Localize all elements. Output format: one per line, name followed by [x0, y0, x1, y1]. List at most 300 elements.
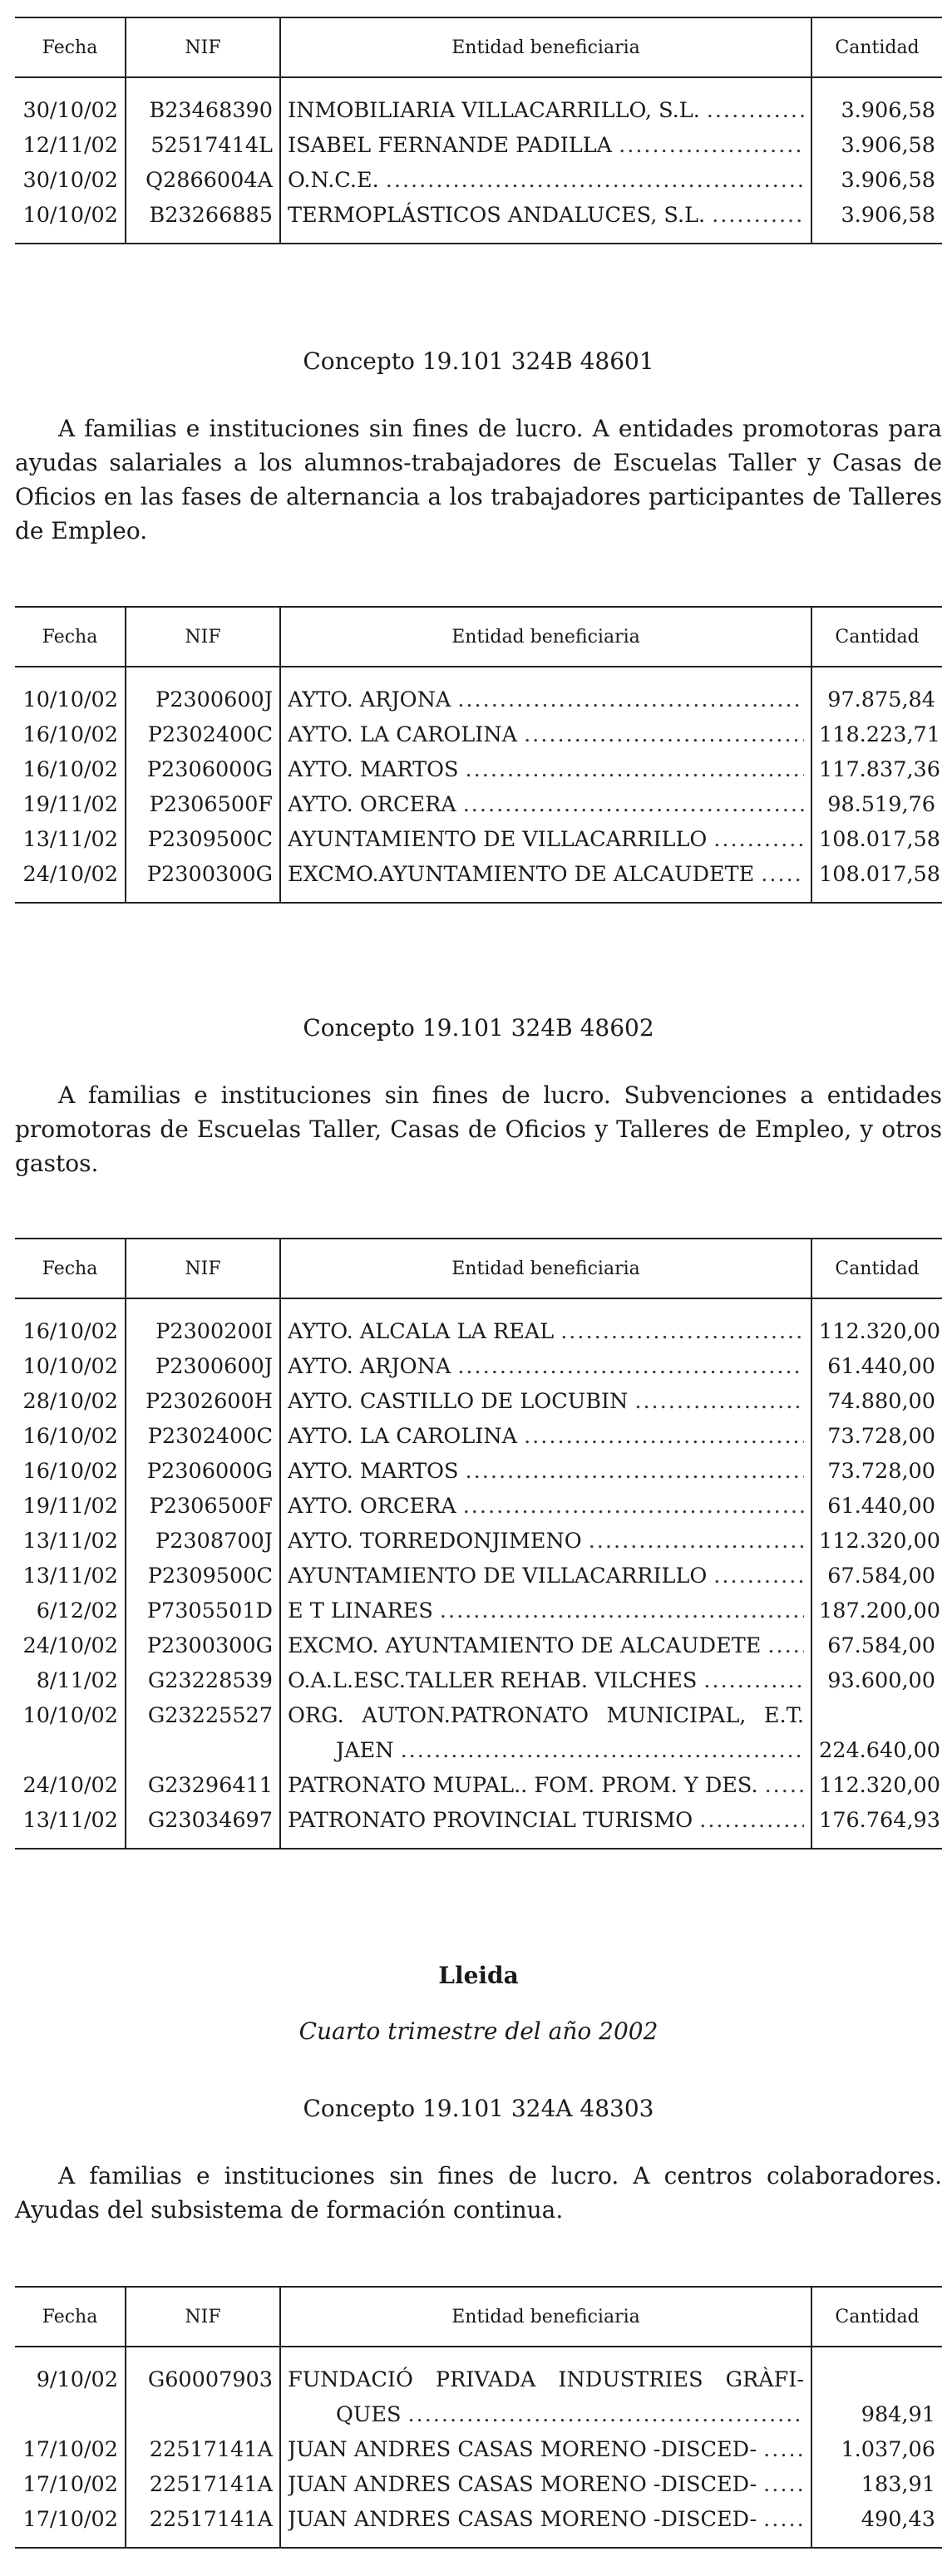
spacer-cell — [811, 233, 942, 244]
entity-line — [288, 163, 804, 198]
entidad-cell — [280, 857, 811, 892]
fecha-cell: 16/10/02 — [22, 1424, 118, 1449]
entidad-cell — [280, 163, 811, 198]
table-row — [15, 1559, 942, 1593]
entity-line — [288, 1419, 804, 1454]
cantidad-cell: 490,43 — [811, 2502, 942, 2537]
table-row — [15, 1314, 942, 1349]
header-entidad: Entidad beneficiaria — [280, 607, 811, 667]
entity-line — [288, 1698, 804, 1733]
leader-dots — [713, 1559, 804, 1593]
cantidad-cell: 93.600,00 — [811, 1663, 942, 1698]
spacer-row — [15, 2347, 942, 2362]
entity-line — [288, 2362, 804, 2397]
header-fecha: Fecha — [15, 17, 126, 77]
entidad-cell — [280, 2502, 811, 2537]
cantidad-cell: 61.440,00 — [811, 1349, 942, 1384]
header-cantidad: Cantidad — [811, 607, 942, 667]
table-row — [15, 1419, 942, 1454]
leader-dots — [524, 1419, 804, 1454]
spacer-cell — [811, 77, 942, 93]
cantidad-cell: 108.017,58 — [811, 857, 942, 892]
table-row — [15, 1384, 942, 1419]
leader-dots — [712, 198, 804, 233]
leader-dots — [619, 128, 804, 163]
fecha-cell — [15, 2397, 126, 2432]
leader-dots — [699, 1803, 804, 1838]
fecha-cell — [15, 1733, 126, 1768]
fecha-cell: 10/10/02 — [22, 687, 118, 712]
fecha-cell: 10/10/02 — [22, 1354, 118, 1379]
leader-dots — [560, 1314, 804, 1349]
table-row — [15, 717, 942, 752]
entidad-cell — [280, 822, 811, 857]
table-1 — [15, 17, 942, 244]
fecha-cell: 24/10/02 — [22, 862, 118, 887]
spacer-cell — [811, 2347, 942, 2362]
nif-cell: G23034697 — [126, 1803, 280, 1838]
fecha-cell: 30/10/02 — [22, 168, 118, 193]
cantidad-cell: 112.320,00 — [811, 1768, 942, 1803]
table-row — [15, 2467, 942, 2502]
header-fecha: Fecha — [15, 607, 126, 667]
cantidad-cell: 74.880,00 — [811, 1384, 942, 1419]
table-header-row — [15, 1239, 942, 1298]
table-row — [15, 1593, 942, 1628]
nif-cell: G23225527 — [126, 1698, 280, 1733]
cantidad-cell: 176.764,93 — [811, 1803, 942, 1838]
entidad-cell — [280, 1663, 811, 1698]
entidad-cell — [280, 717, 811, 752]
leader-dots — [457, 682, 804, 717]
table-row — [15, 198, 942, 233]
cantidad-cell: 3.906,58 — [811, 93, 942, 128]
table-row — [15, 1524, 942, 1559]
entity-name: EXCMO. AYUNTAMIENTO DE ALCAUDETE — [288, 1633, 762, 1658]
spacer-cell — [15, 233, 126, 244]
spacer-cell — [811, 667, 942, 682]
cantidad-cell: 112.320,00 — [811, 1314, 942, 1349]
table-1-block — [15, 17, 942, 244]
spacer-row — [15, 892, 942, 903]
nif-cell: P2306000G — [126, 1454, 280, 1489]
entity-line — [288, 1349, 804, 1384]
table-3 — [15, 1238, 942, 1849]
header-fecha: Fecha — [15, 2287, 126, 2347]
entity-line — [288, 1768, 804, 1803]
table-2-block — [15, 606, 942, 904]
entity-line — [288, 2397, 804, 2432]
spacer-cell — [15, 77, 126, 93]
entidad-cell — [280, 2362, 811, 2397]
table-row-continuation — [15, 2397, 942, 2432]
spacer-row — [15, 2537, 942, 2548]
leader-dots — [440, 1593, 804, 1628]
header-nif: NIF — [126, 17, 280, 77]
entity-name: AYTO. ARJONA — [288, 687, 451, 712]
cantidad-cell: 67.584,00 — [811, 1559, 942, 1593]
table-2 — [15, 606, 942, 904]
spacer-cell — [126, 2347, 280, 2362]
concept-heading-48601: Concepto 19.101 324B 48601 — [303, 347, 654, 375]
entity-name: AYTO. CASTILLO DE LOCUBIN — [288, 1389, 629, 1414]
table-row — [15, 2362, 942, 2397]
cantidad-cell: 117.837,36 — [811, 752, 942, 787]
table-4 — [15, 2286, 942, 2549]
concept-description-48601: A familias e instituciones sin fines de lucro. A entidades promotoras para ayudas salariales a los alumnos-trabajadores de Escuelas Taller y Casas de Oficios en las fases de alternancia a los trabajadores participantes de Talleres de Empleo. — [15, 415, 942, 544]
fecha-cell: 24/10/02 — [22, 1633, 118, 1658]
table-row — [15, 93, 942, 128]
nif-cell: P2309500C — [126, 822, 280, 857]
header-entidad: Entidad beneficiaria — [280, 2287, 811, 2347]
entity-name: AYTO. ORCERA — [288, 792, 456, 817]
fecha-cell: 13/11/02 — [22, 1564, 118, 1588]
concept-description-48303: A familias e instituciones sin fines de lucro. A centros colaboradores. Ayudas del subsistema de formación continua. — [15, 2162, 942, 2224]
spacer-cell — [126, 2537, 280, 2548]
table-row — [15, 857, 942, 892]
province-heading: Lleida — [438, 1962, 519, 1989]
table-row — [15, 1663, 942, 1698]
entidad-cell — [280, 1454, 811, 1489]
spacer-cell — [15, 667, 126, 682]
fecha-cell: 19/11/02 — [22, 1494, 118, 1519]
fecha-cell: 13/11/02 — [22, 827, 118, 852]
fecha-cell: 8/11/02 — [36, 1668, 118, 1693]
spacer-cell — [126, 1838, 280, 1849]
leader-dots — [589, 1524, 804, 1559]
fecha-cell: 16/10/02 — [22, 722, 118, 747]
entity-name: E T LINARES — [288, 1598, 433, 1623]
leader-dots — [466, 752, 804, 787]
nif-cell: P2300300G — [126, 1628, 280, 1663]
table-4-block — [15, 2286, 942, 2549]
entity-name: JUAN ANDRES CASAS MORENO -DISCED- — [288, 2472, 757, 2497]
entidad-cell — [280, 198, 811, 233]
entity-name: AYUNTAMIENTO DE VILLACARRILLO — [288, 827, 708, 852]
leader-dots — [407, 2397, 804, 2432]
leader-dots — [703, 1663, 804, 1698]
spacer-cell — [280, 2347, 811, 2362]
entity-line — [288, 822, 804, 857]
header-cantidad: Cantidad — [811, 1239, 942, 1298]
leader-dots — [713, 822, 804, 857]
entity-name: O.A.L.ESC.TALLER REHAB. VILCHES — [288, 1668, 698, 1693]
cantidad-cell: 118.223,71 — [811, 717, 942, 752]
cantidad-cell: 108.017,58 — [811, 822, 942, 857]
fecha-cell: 13/11/02 — [22, 1529, 118, 1554]
entidad-cell — [280, 2432, 811, 2467]
nif-cell: G60007903 — [126, 2362, 280, 2397]
entidad-cell — [280, 752, 811, 787]
header-fecha: Fecha — [15, 1239, 126, 1298]
nif-cell: P2300200I — [126, 1314, 280, 1349]
table-row — [15, 2502, 942, 2537]
table-header-row — [15, 2287, 942, 2347]
nif-cell: 22517141A — [126, 2502, 280, 2537]
table-row-continuation — [15, 1733, 942, 1768]
entidad-cell — [280, 787, 811, 822]
spacer-cell — [280, 1838, 811, 1849]
table-2-body — [15, 667, 942, 903]
table-row — [15, 1628, 942, 1663]
entidad-cell — [280, 682, 811, 717]
cantidad-cell: 61.440,00 — [811, 1489, 942, 1524]
spacer-cell — [811, 1838, 942, 1849]
table-3-block — [15, 1238, 942, 1849]
cantidad-cell: 183,91 — [811, 2467, 942, 2502]
leader-dots — [763, 2432, 804, 2467]
nif-cell: P2308700J — [126, 1524, 280, 1559]
entity-line — [288, 682, 804, 717]
leader-dots — [463, 1489, 804, 1524]
entity-name: ISABEL FERNANDE PADILLA — [288, 133, 613, 158]
leader-dots — [763, 2467, 804, 2502]
entity-line — [288, 1489, 804, 1524]
cantidad-cell: 3.906,58 — [811, 128, 942, 163]
concept-heading-48303: Concepto 19.101 324A 48303 — [303, 2095, 654, 2122]
spacer-cell — [126, 892, 280, 903]
spacer-cell — [280, 892, 811, 903]
table-row — [15, 1698, 942, 1733]
table-row — [15, 682, 942, 717]
entidad-cell — [280, 93, 811, 128]
fecha-cell: 10/10/02 — [22, 203, 118, 228]
nif-cell: P2309500C — [126, 1559, 280, 1593]
leader-dots — [765, 1768, 804, 1803]
cantidad-cell: 224.640,00 — [811, 1733, 942, 1768]
cantidad-cell: 73.728,00 — [811, 1454, 942, 1489]
entity-line — [288, 1384, 804, 1419]
entity-name: AYTO. LA CAROLINA — [288, 722, 518, 747]
table-row — [15, 2432, 942, 2467]
entity-line — [288, 128, 804, 163]
cantidad-cell: 187.200,00 — [811, 1593, 942, 1628]
nif-cell: B23468390 — [126, 93, 280, 128]
entity-name: FUNDACIÓ PRIVADA INDUSTRIES GRÀFI- — [288, 2367, 804, 2392]
cantidad-cell: 98.519,76 — [811, 787, 942, 822]
entity-line — [288, 2432, 804, 2467]
header-cantidad: Cantidad — [811, 2287, 942, 2347]
entidad-cell — [280, 1559, 811, 1593]
cantidad-cell: 67.584,00 — [811, 1628, 942, 1663]
spacer-cell — [126, 1298, 280, 1314]
spacer-row — [15, 1838, 942, 1849]
cantidad-cell — [811, 2362, 942, 2397]
nif-cell: G23296411 — [126, 1768, 280, 1803]
entity-name: AYTO. ARJONA — [288, 1354, 451, 1379]
fecha-cell: 17/10/02 — [22, 2472, 118, 2497]
entity-name: AYUNTAMIENTO DE VILLACARRILLO — [288, 1564, 708, 1588]
fecha-cell: 6/12/02 — [36, 1598, 118, 1623]
table-row — [15, 128, 942, 163]
entity-name: AYTO. ORCERA — [288, 1494, 456, 1519]
spacer-cell — [280, 2537, 811, 2548]
spacer-cell — [126, 667, 280, 682]
table-row — [15, 1768, 942, 1803]
table-1-body — [15, 77, 942, 244]
spacer-cell — [15, 1838, 126, 1849]
entity-line — [288, 1524, 804, 1559]
leader-dots — [457, 1349, 804, 1384]
entidad-cell — [280, 1489, 811, 1524]
cantidad-cell: 1.037,06 — [811, 2432, 942, 2467]
nif-cell: P2306500F — [126, 787, 280, 822]
entity-name: AYTO. MARTOS — [288, 757, 459, 782]
leader-dots — [466, 1454, 804, 1489]
fecha-cell: 16/10/02 — [22, 1459, 118, 1484]
cantidad-cell: 112.320,00 — [811, 1524, 942, 1559]
cantidad-cell — [811, 1698, 942, 1733]
nif-cell: P2300600J — [126, 682, 280, 717]
cantidad-cell: 3.906,58 — [811, 198, 942, 233]
entity-name: AYTO. LA CAROLINA — [288, 1424, 518, 1449]
entidad-cell — [280, 1314, 811, 1349]
spacer-cell — [126, 233, 280, 244]
entity-name: JAEN — [336, 1738, 394, 1763]
table-row — [15, 822, 942, 857]
spacer-cell — [15, 2347, 126, 2362]
entity-line — [288, 787, 804, 822]
header-entidad: Entidad beneficiaria — [280, 1239, 811, 1298]
entidad-cell — [280, 2397, 811, 2432]
entity-name: AYTO. TORREDONJIMENO — [288, 1529, 582, 1554]
fecha-cell: 16/10/02 — [22, 1319, 118, 1344]
nif-cell — [126, 1733, 280, 1768]
spacer-cell — [280, 233, 811, 244]
entity-name: TERMOPLÁSTICOS ANDALUCES, S.L. — [288, 203, 706, 228]
leader-dots — [386, 163, 804, 198]
entity-line — [288, 1628, 804, 1663]
spacer-row — [15, 1298, 942, 1314]
spacer-cell — [280, 1298, 811, 1314]
entity-name: EXCMO.AYUNTAMIENTO DE ALCAUDETE — [288, 862, 755, 887]
entity-line — [288, 857, 804, 892]
entity-line — [288, 1803, 804, 1838]
table-4-body — [15, 2347, 942, 2548]
table-header-row — [15, 17, 942, 77]
entity-name: O.N.C.E. — [288, 168, 379, 193]
table-row — [15, 1803, 942, 1838]
leader-dots — [401, 1733, 804, 1768]
table-row — [15, 163, 942, 198]
spacer-row — [15, 77, 942, 93]
spacer-cell — [811, 1298, 942, 1314]
entidad-cell — [280, 1733, 811, 1768]
leader-dots — [707, 93, 804, 128]
header-nif: NIF — [126, 2287, 280, 2347]
entidad-cell — [280, 1768, 811, 1803]
nif-cell: P2302400C — [126, 717, 280, 752]
nif-cell: 22517141A — [126, 2432, 280, 2467]
spacer-cell — [811, 892, 942, 903]
nif-cell: P2306500F — [126, 1489, 280, 1524]
fecha-cell: 28/10/02 — [22, 1389, 118, 1414]
cantidad-cell: 73.728,00 — [811, 1419, 942, 1454]
fecha-cell: 17/10/02 — [22, 2437, 118, 2462]
spacer-cell — [811, 2537, 942, 2548]
spacer-cell — [280, 77, 811, 93]
nif-cell: P2306000G — [126, 752, 280, 787]
entity-name: JUAN ANDRES CASAS MORENO -DISCED- — [288, 2507, 757, 2532]
entidad-cell — [280, 1349, 811, 1384]
table-row — [15, 787, 942, 822]
spacer-cell — [15, 1298, 126, 1314]
concept-heading-48602: Concepto 19.101 324B 48602 — [303, 1014, 654, 1042]
entity-line — [288, 2502, 804, 2537]
entity-line — [288, 752, 804, 787]
fecha-cell: 17/10/02 — [22, 2507, 118, 2532]
nif-cell: B23266885 — [126, 198, 280, 233]
entity-name: AYTO. ALCALA LA REAL — [288, 1319, 555, 1344]
entity-name: AYTO. MARTOS — [288, 1459, 459, 1484]
leader-dots — [761, 857, 804, 892]
header-nif: NIF — [126, 1239, 280, 1298]
entidad-cell — [280, 1628, 811, 1663]
fecha-cell: 19/11/02 — [22, 792, 118, 817]
entidad-cell — [280, 1698, 811, 1733]
entidad-cell — [280, 1524, 811, 1559]
fecha-cell: 9/10/02 — [36, 2367, 118, 2392]
spacer-cell — [15, 892, 126, 903]
entity-line — [288, 1454, 804, 1489]
leader-dots — [524, 717, 804, 752]
nif-cell: P2300300G — [126, 857, 280, 892]
concept-description-48602: A familias e instituciones sin fines de lucro. Subvenciones a entidades promotoras de Escuelas Taller, Casas de Oficios y Talleres de Empleo, y otros gastos. — [15, 1081, 942, 1177]
fecha-cell: 12/11/02 — [22, 133, 118, 158]
leader-dots — [463, 787, 804, 822]
entity-line — [288, 717, 804, 752]
entity-line — [288, 1663, 804, 1698]
table-row — [15, 752, 942, 787]
entity-line — [288, 1559, 804, 1593]
entidad-cell — [280, 1803, 811, 1838]
entity-name: ORG. AUTON.PATRONATO MUNICIPAL, E.T. — [288, 1703, 804, 1728]
header-cantidad: Cantidad — [811, 17, 942, 77]
spacer-row — [15, 233, 942, 244]
entity-name: PATRONATO PROVINCIAL TURISMO — [288, 1808, 693, 1833]
nif-cell: 52517414L — [126, 128, 280, 163]
nif-cell: P2300600J — [126, 1349, 280, 1384]
nif-cell: G23228539 — [126, 1663, 280, 1698]
entidad-cell — [280, 2467, 811, 2502]
entity-line — [288, 2467, 804, 2502]
table-row — [15, 1489, 942, 1524]
nif-cell: P2302400C — [126, 1419, 280, 1454]
entity-line — [288, 198, 804, 233]
spacer-cell — [280, 667, 811, 682]
nif-cell: Q2866004A — [126, 163, 280, 198]
fecha-cell: 16/10/02 — [22, 757, 118, 782]
entity-name: QUES — [336, 2402, 402, 2427]
table-row — [15, 1454, 942, 1489]
table-row — [15, 1349, 942, 1384]
entity-line — [288, 1593, 804, 1628]
entity-name: INMOBILIARIA VILLACARRILLO, S.L. — [288, 98, 700, 123]
leader-dots — [767, 1628, 804, 1663]
entity-name: PATRONATO MUPAL.. FOM. PROM. Y DES. — [288, 1773, 758, 1798]
cantidad-cell: 984,91 — [811, 2397, 942, 2432]
spacer-cell — [126, 77, 280, 93]
entidad-cell — [280, 128, 811, 163]
header-entidad: Entidad beneficiaria — [280, 17, 811, 77]
nif-cell: P2302600H — [126, 1384, 280, 1419]
spacer-row — [15, 667, 942, 682]
fecha-cell: 13/11/02 — [22, 1808, 118, 1833]
leader-dots — [634, 1384, 804, 1419]
fecha-cell: 30/10/02 — [22, 98, 118, 123]
leader-dots — [763, 2502, 804, 2537]
entidad-cell — [280, 1384, 811, 1419]
